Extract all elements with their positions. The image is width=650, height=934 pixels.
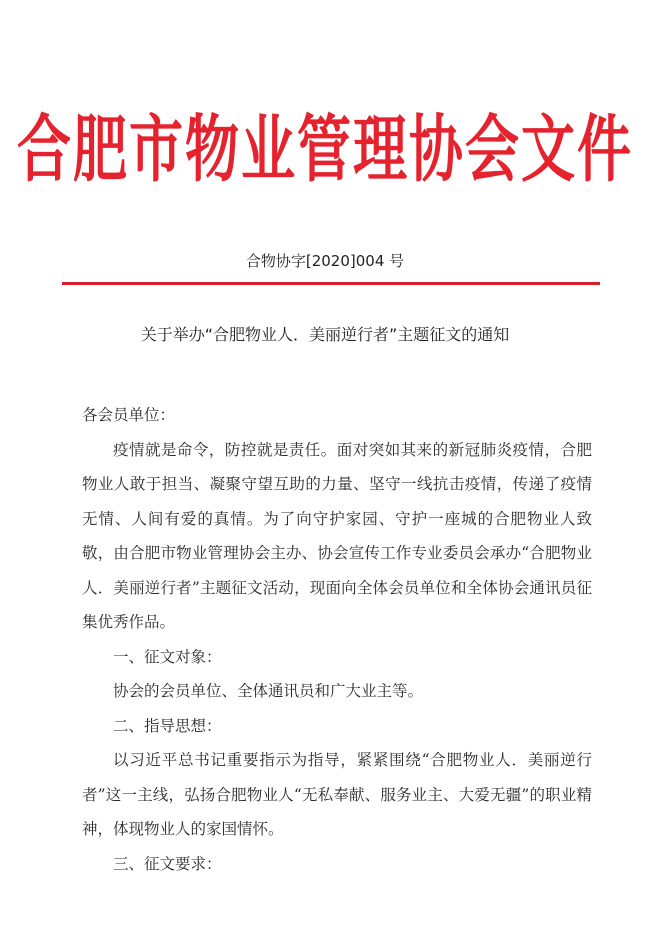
- document-body: [82, 398, 592, 881]
- section-3-heading: 三、征文要求：: [113, 854, 222, 873]
- red-divider: [62, 282, 600, 285]
- section-2-text: 以习近平总书记重要指示为指导，紧紧围绕“合肥物业人．美丽逆行者”这一主线，弘扬合肥物业人“无私奉献、服务业主、大爱无疆”的职业精神，体现物业人的家国情怀。: [82, 751, 592, 838]
- section-2-heading: 二、指导思想：: [113, 716, 222, 735]
- notice-subject: 关于举办“合肥物业人．美丽逆行者”主题征文的通知: [140, 325, 510, 344]
- intro-paragraph: 疫情就是命令，防控就是责任。面对突如其来的新冠肺炎疫情，合肥物业人敢于担当、凝聚守望互助的力量、坚守一线抗击疫情，传递了疫情无情、人间有爱的真情。为了向守护家园、守护一座城的合肥物业人致敬，由合肥市物业管理协会主办、协会宣传工作专业委员会承办“合肥物业人．美丽逆行者”主题征文活动，现面向全体会员单位和全体协会通讯员征集优秀作品。: [82, 440, 592, 631]
- document-header-title: 合肥市物业管理协会文件: [17, 105, 633, 192]
- document-number: 合物协字[2020]004 号: [245, 252, 405, 270]
- section-1-heading: 一、征文对象：: [113, 647, 222, 666]
- salutation: 各会员单位：: [82, 406, 176, 424]
- section-1-text: 协会的会员单位、全体通讯员和广大业主等。: [113, 682, 424, 700]
